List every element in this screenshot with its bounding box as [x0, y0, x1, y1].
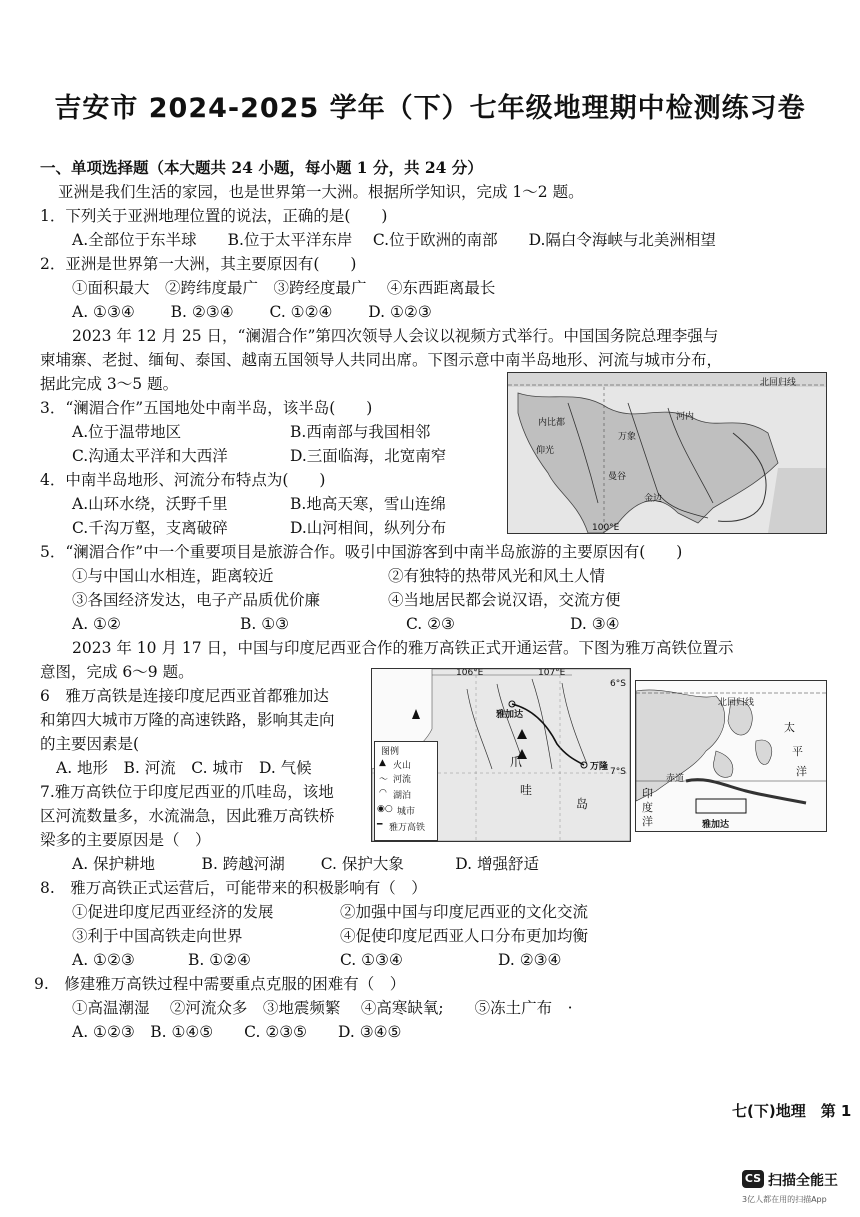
- legend-river-icon: 〜: [379, 775, 389, 785]
- map2-island-1: 爪: [510, 755, 523, 769]
- intro-q6-9-line2: 意图，完成 6～9 题。: [40, 663, 194, 681]
- legend-rail-icon: ━: [377, 820, 383, 830]
- q5-statement-3: ③各国经济发达，电子产品质优价廉: [72, 591, 321, 609]
- q3-stem: 3．“澜湄合作”五国地处中南半岛，该半岛( ): [40, 399, 373, 417]
- q4-option-b: B.地高天寒，雪山连绵: [290, 495, 446, 513]
- camscanner-brand: 扫描全能王: [768, 1173, 838, 1189]
- map3-label-indian-2: 度: [642, 801, 653, 814]
- q7-line3: 梁多的主要原因是（ ）: [40, 831, 211, 849]
- q8-option-a: A. ①②③: [72, 951, 135, 969]
- q2-options: A. ①③④ B. ②③④ C. ①②④ D. ①②③: [72, 303, 432, 321]
- map2-lat-6: 6°S: [610, 679, 626, 689]
- map3-label-indian-1: 印: [642, 787, 653, 800]
- intro-q3-5-line2: 柬埔寨、老挝、缅甸、泰国、越南五国领导人共同出席。下图示意中南半岛地形、河流与城市分布，: [40, 351, 723, 369]
- legend-title: 图例: [381, 747, 400, 757]
- map1-label-yangon: 仰光: [536, 446, 555, 456]
- q1-stem: 1．下列关于亚洲地理位置的说法，正确的是( ): [40, 207, 388, 225]
- map3-label-pacific-1: 太: [784, 721, 795, 734]
- southeast-asia-inset-map: [635, 680, 827, 832]
- map2-legend: [374, 741, 438, 841]
- q6-line1: 6 雅万高铁是连接印度尼西亚首都雅加达: [40, 687, 329, 705]
- q1-options: A.全部位于东半球 B.位于太平洋东岸 C.位于欧洲的南部 D.隔白令海峡与北美洲相望: [72, 231, 716, 249]
- map2-lat-7: 7°S: [610, 767, 626, 777]
- legend-volcano-label: 火山: [393, 761, 412, 771]
- q5-stem: 5．“澜湄合作”中一个重要项目是旅游合作。吸引中国游客到中南半岛旅游的主要原因有( ): [40, 543, 683, 561]
- map2-island-2: 哇: [520, 783, 533, 797]
- q5-option-c: C. ②③: [406, 615, 455, 633]
- map2-lon-107: 107°E: [538, 668, 566, 678]
- q5-option-b: B. ①③: [240, 615, 290, 633]
- exam-title: 吉安市 2024-2025 学年（下）七年级地理期中检测练习卷: [54, 93, 806, 124]
- map1-label-naypyidaw: 内比都: [538, 418, 566, 428]
- q5-option-a: A. ①②: [72, 615, 121, 633]
- map3-label-pacific-2: 平: [792, 745, 803, 758]
- map3-label-equator: 赤道: [666, 774, 685, 784]
- q7-line1: 7.雅万高铁位于印度尼西亚的爪哇岛，该地: [40, 783, 334, 801]
- intro-q3-5-line1: 2023 年 12 月 25 日，“澜湄合作”第四次领导人会议以视频方式举行。中国国务院总理李强与: [72, 327, 719, 345]
- legend-city-label: 城市: [397, 807, 416, 817]
- q4-option-a: A.山环水绕，沃野千里: [72, 495, 228, 513]
- intro-q3-5-line3: 据此完成 3～5 题。: [40, 375, 179, 393]
- q8-stem: 8. 雅万高铁正式运营后，可能带来的积极影响有（ ）: [40, 879, 427, 897]
- map2-city-jakarta: 雅加达: [496, 710, 524, 720]
- intro-q6-9-line1: 2023 年 10 月 17 日，中国与印度尼西亚合作的雅万高铁正式开通运营。下图为雅万高铁位置示: [72, 639, 734, 657]
- legend-city-icon: ◉○: [377, 804, 393, 814]
- q8-statement-3: ③利于中国高铁走向世界: [72, 927, 243, 945]
- map3-label-pacific-3: 洋: [796, 765, 807, 778]
- map2-lon-106: 106°E: [456, 668, 484, 678]
- map1-label-vientiane: 万象: [618, 432, 637, 442]
- page-footer: 七(下)地理 第 1: [732, 1102, 852, 1120]
- map1-label-phnompenh: 金边: [644, 494, 663, 504]
- legend-river-label: 河流: [393, 775, 412, 785]
- legend-volcano-icon: ▲: [379, 758, 386, 768]
- q8-option-d: D. ②③④: [498, 951, 562, 969]
- q4-stem: 4．中南半岛地形、河流分布特点为( ): [40, 471, 326, 489]
- q7-options: A. 保护耕地 B. 跨越河湖 C. 保护大象 D. 增强舒适: [72, 855, 540, 873]
- indochina-map: [507, 372, 827, 534]
- map3-label-jakarta: 雅加达: [702, 820, 730, 830]
- q2-stem: 2．亚洲是世界第一大洲，其主要原因有( ): [40, 255, 357, 273]
- q4-option-d: D.山河相间，纵列分布: [290, 519, 447, 537]
- q3-option-c: C.沟通太平洋和大西洋: [72, 447, 228, 465]
- q3-option-d: D.三面临海，北宽南窄: [290, 447, 447, 465]
- intro-q1-2: 亚洲是我们生活的家园，也是世界第一大洲。根据所学知识，完成 1～2 题。: [58, 183, 584, 201]
- section-heading: 一、单项选择题（本大题共 24 小题，每小题 1 分，共 24 分）: [40, 158, 483, 177]
- q6-line3: 的主要因素是(: [40, 735, 140, 753]
- q3-option-a: A.位于温带地区: [72, 423, 182, 441]
- map1-label-tropic: 北回归线: [760, 378, 797, 388]
- q3-option-b: B.西南部与我国相邻: [290, 423, 431, 441]
- map2-city-bandung: 万隆: [590, 762, 609, 772]
- q7-line2: 区河流数量多，水流湍急，因此雅万高铁桥: [40, 807, 335, 825]
- map1-label-100e: 100°E: [592, 523, 620, 533]
- q2-statements: ①面积最大 ②跨纬度最广 ③跨经度最广 ④东西距离最长: [72, 279, 496, 297]
- q6-options: A. 地形 B. 河流 C. 城市 D. 气候: [56, 759, 312, 777]
- q9-statements: ①高温潮湿 ②河流众多 ③地震频繁 ④高寒缺氧; ⑤冻土广布 ·: [72, 999, 573, 1017]
- q8-statement-2: ②加强中国与印度尼西亚的文化交流: [340, 903, 589, 921]
- q9-stem: 9. 修建雅万高铁过程中需要重点克服的困难有（ ）: [34, 975, 406, 993]
- q5-statement-1: ①与中国山水相连，距离较近: [72, 567, 274, 585]
- q8-option-c: C. ①③④: [340, 951, 403, 969]
- q8-statement-4: ④促使印度尼西亚人口分布更加均衡: [340, 927, 589, 945]
- q4-option-c: C.千沟万壑，支离破碎: [72, 519, 228, 537]
- map2-island-3: 岛: [576, 797, 589, 811]
- q8-option-b: B. ①②④: [188, 951, 251, 969]
- q8-statement-1: ①促进印度尼西亚经济的发展: [72, 903, 274, 921]
- map3-label-indian-3: 洋: [642, 815, 653, 828]
- q9-options: A. ①②③ B. ①④⑤ C. ②③⑤ D. ③④⑤: [72, 1023, 402, 1041]
- q6-line2: 和第四大城市万隆的高速铁路，影响其走向: [40, 711, 335, 729]
- camscanner-tagline: 3亿人都在用的扫描App: [742, 1195, 827, 1204]
- map3-label-tropic: 北回归线: [718, 698, 755, 708]
- map1-label-bangkok: 曼谷: [608, 472, 627, 482]
- q5-statement-4: ④当地居民都会说汉语，交流方便: [388, 591, 621, 609]
- legend-rail-label: 雅万高铁: [389, 823, 426, 833]
- map1-label-hanoi: 河内: [676, 412, 695, 422]
- legend-lake-icon: ◠: [379, 788, 387, 798]
- legend-lake-label: 湖泊: [393, 791, 412, 801]
- camscanner-logo-icon: CS: [742, 1170, 764, 1188]
- java-railway-map: [371, 668, 631, 842]
- q5-option-d: D. ③④: [570, 615, 620, 633]
- q5-statement-2: ②有独特的热带风光和风土人情: [388, 567, 606, 585]
